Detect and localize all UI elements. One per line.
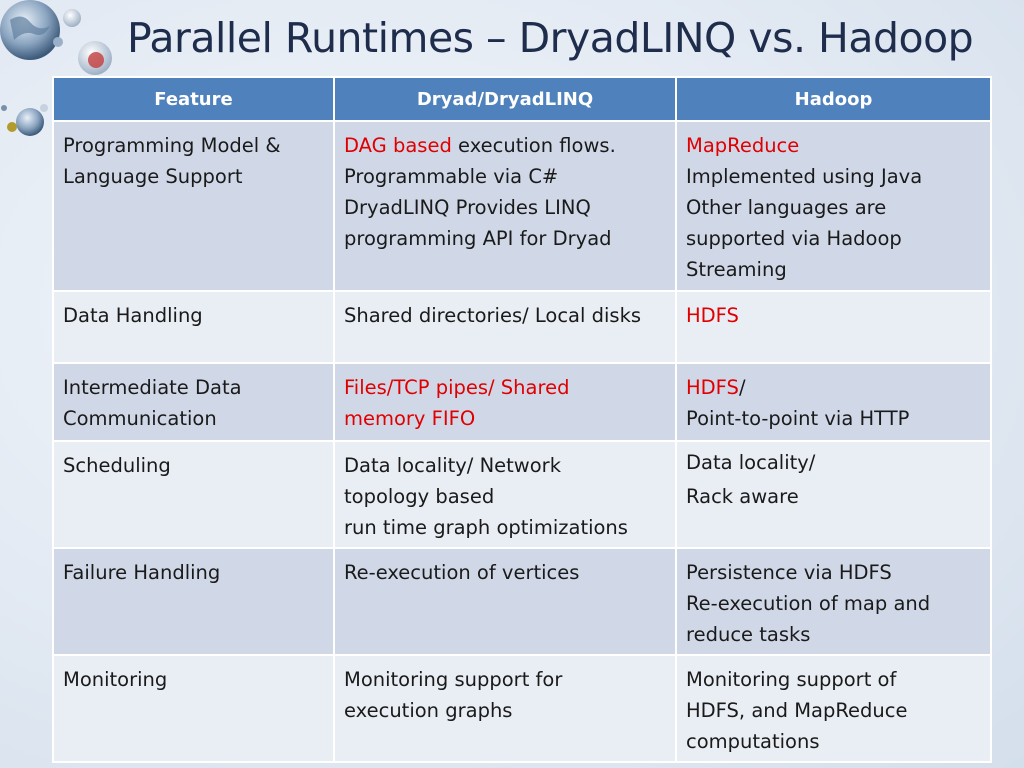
cell-text: DryadLINQ Provides LINQ (344, 196, 591, 219)
feature-cell (53, 548, 334, 655)
dryad-line (344, 130, 665, 161)
hadoop-line (686, 130, 980, 161)
hadoop-cell (676, 363, 991, 441)
dryad-line (344, 192, 665, 223)
cell-text: Implemented using Java (686, 165, 923, 188)
feature-text: Scheduling (63, 454, 171, 477)
highlighted-text: MapReduce (686, 134, 800, 157)
dryad-cell (334, 291, 676, 363)
hadoop-cell (676, 655, 991, 762)
dryad-line (344, 223, 665, 254)
feature-text: Monitoring (63, 668, 168, 691)
table-row (53, 655, 991, 762)
dryad-line (344, 695, 665, 726)
dryad-cell (334, 441, 676, 548)
comparison-table (52, 76, 992, 763)
hadoop-line (686, 664, 980, 695)
highlighted-text: DAG based (344, 134, 452, 157)
cell-text: Rack aware (686, 485, 799, 508)
cell-text: Streaming (686, 258, 787, 281)
cell-text: Re-execution of vertices (344, 561, 580, 584)
feature-text: Programming Model & (63, 134, 281, 157)
hadoop-line (686, 726, 980, 757)
hadoop-cell (676, 291, 991, 363)
dryad-cell (334, 121, 676, 291)
slide-title: Parallel Runtimes – DryadLINQ vs. Hadoop (127, 14, 974, 62)
dryad-line (344, 664, 665, 695)
cell-text: HDFS, and MapReduce (686, 699, 908, 722)
dryad-line (344, 557, 665, 588)
cell-text: supported via Hadoop (686, 227, 902, 250)
hadoop-line (686, 254, 980, 285)
cell-text: Monitoring support for (344, 668, 563, 691)
dryad-line (344, 481, 665, 512)
cell-text: Point-to-point via HTTP (686, 407, 910, 430)
hadoop-line (686, 588, 980, 619)
table-row (53, 121, 991, 291)
feature-text: Data Handling (63, 304, 203, 327)
dryad-cell (334, 548, 676, 655)
hadoop-line (686, 223, 980, 254)
dryad-cell (334, 655, 676, 762)
hadoop-line (686, 372, 980, 403)
cell-text: Data locality/ (686, 451, 816, 474)
feature-text: Failure Handling (63, 561, 221, 584)
header-hadoop: Hadoop (676, 77, 991, 121)
feature-cell (53, 121, 334, 291)
cell-text: Re-execution of map and (686, 592, 931, 615)
hadoop-line (686, 480, 980, 514)
table-header-row (53, 77, 991, 121)
cell-text: Programmable via C# (344, 165, 559, 188)
hadoop-cell (676, 121, 991, 291)
cell-text: programming API for Dryad (344, 227, 612, 250)
feature-cell (53, 441, 334, 548)
highlighted-text: memory FIFO (344, 407, 476, 430)
hadoop-line (686, 300, 980, 331)
cell-text: execution graphs (344, 699, 513, 722)
hadoop-line (686, 557, 980, 588)
table-row (53, 291, 991, 363)
feature-text: Language Support (63, 165, 243, 188)
cell-text: / (738, 376, 746, 399)
cell-text: reduce tasks (686, 623, 811, 646)
dryad-line (344, 161, 665, 192)
feature-cell (53, 655, 334, 762)
cell-text: Persistence via HDFS (686, 561, 892, 584)
cell-text: execution flows. (451, 134, 616, 157)
cell-text: Monitoring support of (686, 668, 897, 691)
dryad-cell (334, 363, 676, 441)
cell-text: Data locality/ Network (344, 454, 561, 477)
feature-cell (53, 291, 334, 363)
hadoop-line (686, 619, 980, 650)
table-body (53, 121, 991, 762)
cell-text: topology based (344, 485, 495, 508)
hadoop-line (686, 192, 980, 223)
table-row (53, 441, 991, 548)
hadoop-line (686, 161, 980, 192)
feature-cell (53, 363, 334, 441)
cell-text: run time graph optimizations (344, 516, 628, 539)
dryad-line (344, 300, 665, 331)
dryad-line (344, 512, 665, 543)
hadoop-line (686, 695, 980, 726)
highlighted-text: HDFS (686, 304, 739, 327)
feature-text: Intermediate Data (63, 376, 242, 399)
feature-text: Communication (63, 407, 217, 430)
header-feature: Feature (53, 77, 334, 121)
hadoop-line (686, 403, 980, 434)
cell-text: Shared directories/ Local disks (344, 304, 642, 327)
hadoop-cell (676, 441, 991, 548)
table-row (53, 363, 991, 441)
dryad-line (344, 372, 665, 403)
highlighted-text: HDFS (686, 376, 739, 399)
table-row (53, 548, 991, 655)
header-dryad: Dryad/DryadLINQ (334, 77, 676, 121)
cell-text: Other languages are (686, 196, 887, 219)
hadoop-cell (676, 548, 991, 655)
highlighted-text: Files/TCP pipes/ Shared (344, 376, 570, 399)
dryad-line (344, 403, 665, 434)
hadoop-line (686, 446, 980, 480)
cell-text: computations (686, 730, 820, 753)
dryad-line (344, 450, 665, 481)
